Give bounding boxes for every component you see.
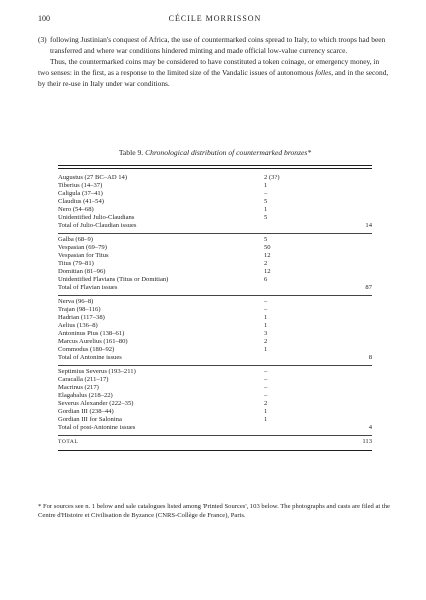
coin-count: 1 [264,407,268,415]
ruler-label: Claudius (41–54) [58,197,104,205]
group-divider [58,295,372,296]
table-row [58,314,372,322]
ruler-label: Elagabalus (218–22) [58,391,113,399]
coin-count: 1 [264,205,268,213]
table-row [58,268,372,276]
distribution-table [58,165,372,451]
paragraph-text-2: , and in the second, by their re-use in Italy under war conditions. [38,68,389,88]
ruler-label: Gordian III for Salonina [58,415,122,423]
coin-count: 12 [264,267,271,275]
table-row [58,260,372,268]
table-row [58,306,372,314]
coin-count: – [264,305,268,313]
ruler-label: Titus (79–81) [58,259,94,267]
page-number: 100 [38,14,50,23]
running-title: CÉCILE MORRISSON [168,14,262,23]
ruler-label: Galba (68–9) [58,235,93,243]
group-total-value: 8 [368,353,372,361]
table-bottom-rule [58,450,372,451]
ruler-label: Macrinus (217) [58,383,99,391]
coin-count: – [264,383,268,391]
ruler-label: Domitian (81–96) [58,267,106,275]
point-text: following Justinian's conquest of Africa, the use of countermarked coins spread to Italy, to which troops had been transferred and where war conditions hindered minting and made official low-value currency scarce. [50,35,386,55]
table-row [58,400,372,408]
coin-count: 2 [264,259,268,267]
group-total-row [58,354,372,362]
ruler-label: Trajan (98–116) [58,305,101,313]
table-row [58,408,372,416]
coin-count: 5 [264,235,268,243]
paragraph-text-1: Thus, the countermarked coins may be considered to have constituted a token coinage, or emergency money, in two senses: in the first, as a response to the limited size of the Vandalic issues of autonomous [38,57,380,77]
ruler-label: Aelius (136–8) [58,321,98,329]
table-caption [38,148,392,157]
running-header [38,14,392,26]
ruler-label: Nero (54–68) [58,205,94,213]
coin-count: 50 [264,243,271,251]
table-row [58,214,372,222]
coin-count: – [264,391,268,399]
table-body [58,174,372,436]
group-divider [58,435,372,436]
table-row [58,298,372,306]
group-total-value: 4 [368,423,372,431]
group-divider [58,233,372,234]
table-title: Chronological distribution of countermarked bronzes* [145,148,312,157]
group-total-label: Total of post-Antonine issues [58,423,136,431]
table-row [58,198,372,206]
point-number: (3) [38,35,47,44]
ruler-label: Tiberius (14–37) [58,181,103,189]
table-row [58,190,372,198]
coin-count: 1 [264,345,268,353]
ruler-label: Augustus (27 BC–AD 14) [58,173,128,181]
coin-count: – [264,297,268,305]
ruler-label: Caligula (37–41) [58,189,103,197]
table-row [58,322,372,330]
table-row [58,206,372,214]
table-row [58,368,372,376]
ruler-label: Unidentified Julio-Claudians [58,213,135,221]
paragraph [38,56,392,89]
coin-count: 1 [264,313,268,321]
coin-count: 2 [264,399,268,407]
ruler-label: Severus Alexander (222–35) [58,399,134,407]
grand-total-value: 113 [362,437,372,445]
group-total-value: 87 [365,283,372,291]
coin-count: 1 [264,321,268,329]
grand-total-row [58,438,372,446]
coin-count: – [264,189,268,197]
ruler-label: Nerva (96–8) [58,297,94,305]
coin-count: 1 [264,181,268,189]
table-row [58,236,372,244]
table-row [58,376,372,384]
group-total-label: Total of Julio-Claudian issues [58,221,137,229]
table-row [58,392,372,400]
ruler-label: Vespasian for Titus [58,251,109,259]
ruler-label: Antoninus Pius (138–61) [58,329,125,337]
table-row [58,330,372,338]
ruler-label: Commodus (180–92) [58,345,115,353]
group-total-row [58,284,372,292]
table-row [58,338,372,346]
table-row [58,346,372,354]
coin-count: 12 [264,251,271,259]
ruler-label: Marcus Aurelius (161–80) [58,337,128,345]
coin-count: 1 [264,415,268,423]
ruler-label: Septimius Severus (193–211) [58,367,136,375]
group-total-label: Total of Flavian issues [58,283,118,291]
ruler-label: Vespasian (69–79) [58,243,107,251]
table-row [58,244,372,252]
coin-count: 5 [264,213,268,221]
table-row [58,182,372,190]
paragraph-italic: folles [315,68,332,77]
coin-count: – [264,367,268,375]
ruler-label: Unidentified Flavians (Titus or Domitian) [58,275,169,283]
table-row [58,416,372,424]
group-divider [58,365,372,366]
table-row [58,276,372,284]
group-total-row [58,424,372,432]
grand-total-label: TOTAL [58,438,79,445]
numbered-point [38,34,392,56]
table-row [58,252,372,260]
coin-count: 6 [264,275,268,283]
ruler-label: Gordian III (238–44) [58,407,114,415]
coin-count: 2 (3?) [264,173,280,181]
table-number: Table 9. [118,148,144,157]
coin-count: 5 [264,197,268,205]
coin-count: 2 [264,337,268,345]
footnote: * For sources see n. 1 below and sale catalogues listed among 'Printed Sources', 103 below. The photographs and casts are filed at the Centre d'Histoire et Civilisation de Byzance (CNRS-Collège de France), Paris. [38,503,390,519]
body-text [38,34,392,89]
group-total-label: Total of Antonine issues [58,353,122,361]
table-top-rule [58,165,372,169]
table-row [58,384,372,392]
table-row [58,174,372,182]
coin-count: 3 [264,329,268,337]
coin-count: – [264,375,268,383]
group-total-value: 14 [365,221,372,229]
ruler-label: Hadrian (117–38) [58,313,105,321]
group-total-row [58,222,372,230]
ruler-label: Caracalla (211–17) [58,375,109,383]
